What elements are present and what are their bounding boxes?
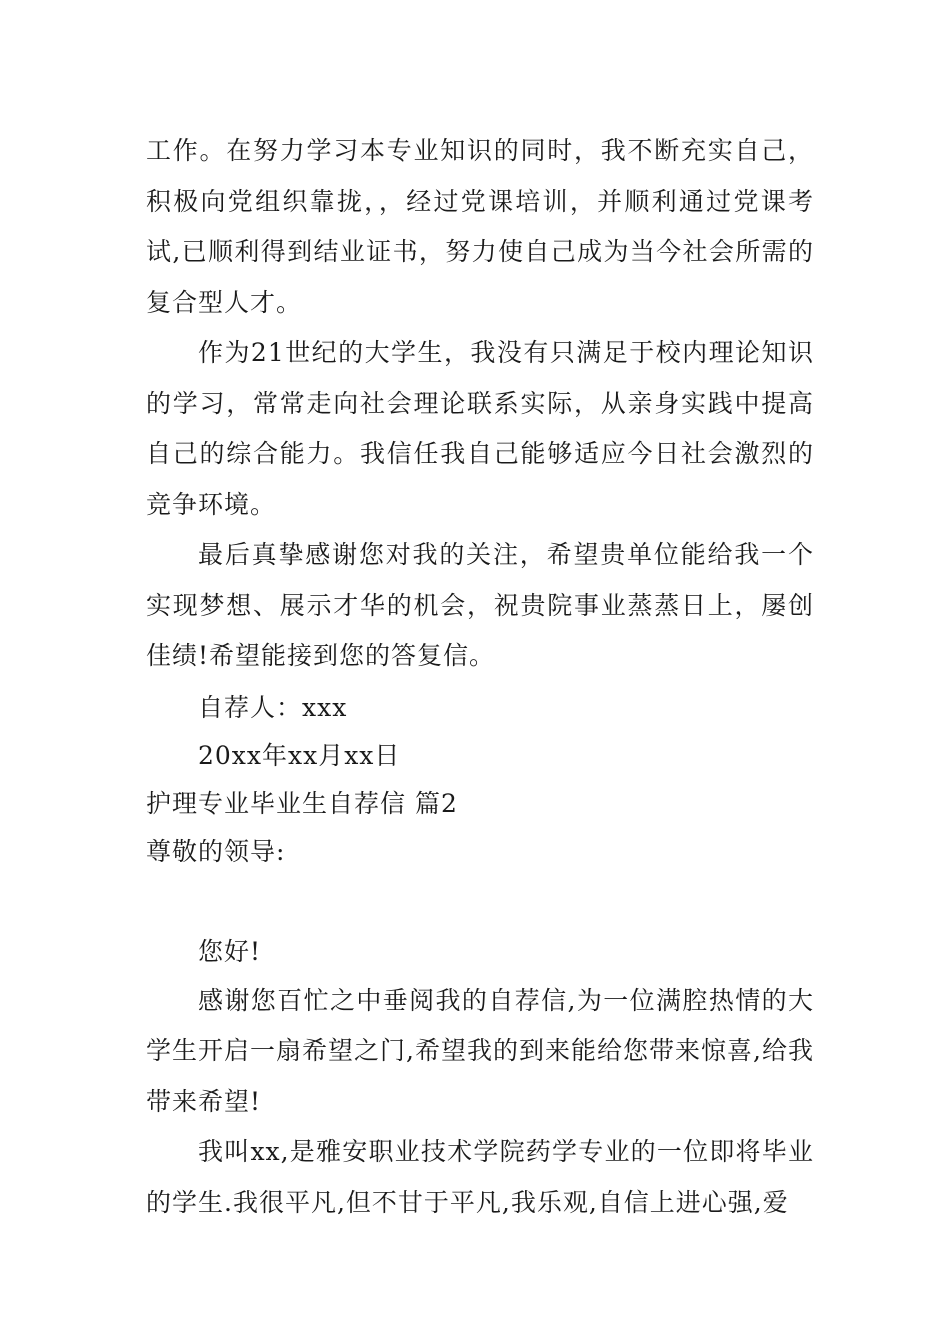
section-title: 护理专业毕业生自荐信 篇2 <box>146 788 458 818</box>
greeting: 您好! <box>198 936 262 966</box>
paragraph-closing: 最后真挚感谢您对我的关注，希望贵单位能给我一个实现梦想、展示才华的机会，祝贵院事业蒸蒸日上，屡创佳绩!希望能接到您的答复信。 <box>146 540 814 670</box>
paragraph-introduction: 我叫xx,是雅安职业技术学院药学专业的一位即将毕业的学生.我很平凡,但不甘于平凡,我乐观,自信上进心强,爱 <box>146 1137 814 1217</box>
document-body <box>146 126 814 1228</box>
paragraph-thanks: 感谢您百忙之中垂阅我的自荐信,为一位满腔热情的大学生开启一扇希望之门,希望我的到来能给您带来惊喜,给我带来希望! <box>146 985 814 1116</box>
paragraph-practice: 作为21世纪的大学生，我没有只满足于校内理论知识的学习，常常走向社会理论联系实际，从亲身实践中提高自己的综合能力。我信任我自己能够适应今日社会激烈的竞争环境。 <box>146 338 814 519</box>
blank-line <box>146 876 814 924</box>
paragraph-continuation: 工作。在努力学习本专业知识的同时，我不断充实自己，积极向党组织靠拢，，经过党课培训，并顺利通过党课考试,已顺利得到结业证书，努力使自己成为当今社会所需的复合型人才。 <box>146 136 814 317</box>
salutation: 尊敬的领导: <box>146 836 286 866</box>
signature-line: 自荐人：xxx <box>198 692 348 722</box>
date-line: 20xx年xx月xx日 <box>198 740 401 770</box>
